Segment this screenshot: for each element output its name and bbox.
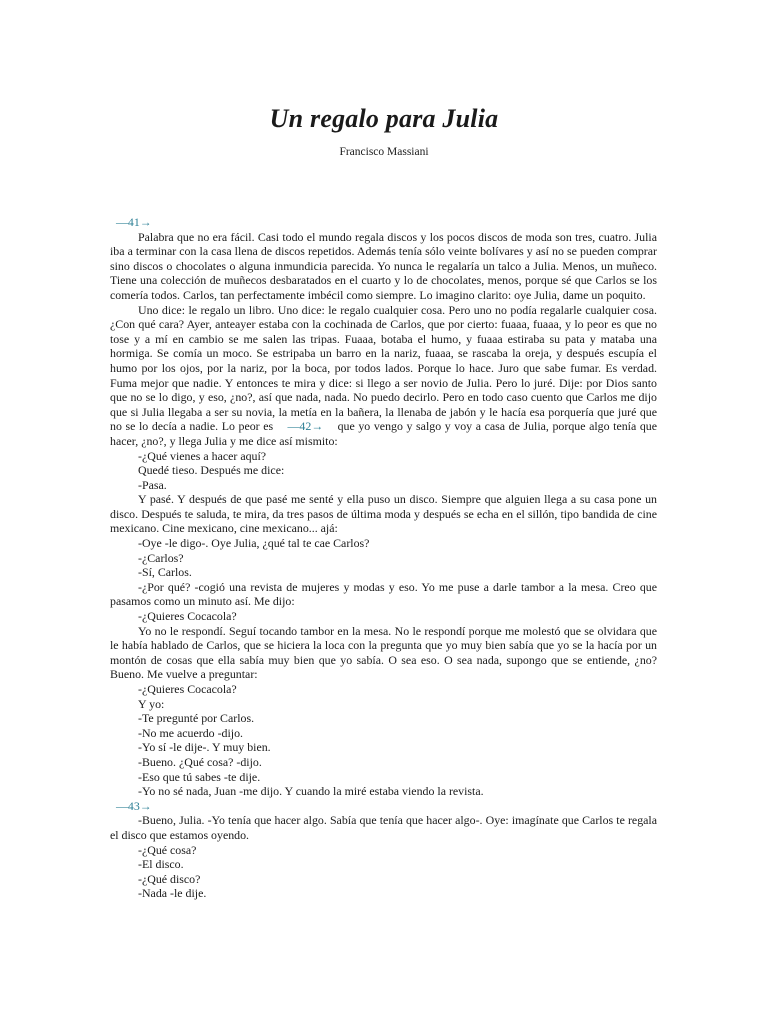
dialogue-line: Quedé tieso. Después me dice: [138,463,285,478]
dialogue-line: -Sí, Carlos. [138,565,192,580]
paragraph: -Bueno, Julia. -Yo tenía que hacer algo. Sabía que tenía que hacer algo-. Oye: imagínate que Carlos te regala el disco que estamos oyendo. [110,813,657,842]
paragraph-text: que yo vengo y salgo y voy a casa de Julia, porque algo tenía que hacer, ¿no?, y llega Julia y me dice así mismito: [110,419,658,448]
paragraph: Y pasé. Y después de que pasé me senté y ella puso un disco. Siempre que alguien llega a su casa pone un disco. Después te saluda, te mira, da tres pasos de última moda y después se echa en el sillón, tipo bandida de cine mexicano. Cine mexicano, cine mexicano... ajá: [110,492,657,536]
dialogue-line: -¿Qué cosa? [138,842,197,857]
page-number-43: —43→ [116,798,152,813]
dialogue-line: -¿Qué disco? [138,871,201,886]
dialogue-line: -No me acuerdo -dijo. [138,725,243,740]
paragraph: Palabra que no era fácil. Casi todo el mundo regala discos y los pocos discos de moda son tres, cuatro. Julia iba a terminar con la casa llena de discos repetidos. Además tenía sólo veinte bolívares y así no se pueden comprar sino discos o chocolates o alguna inmundicia parecida. Yo nunca le regalaría un talco a Julia. Menos, un muñeco. Tiene una colección de muñecos desbaratados en el cuarto y lo de chocolates, menos, porque sé que Carlos se los comería todos. Carlos, tan perfectamente imbécil como siempre. Lo imagino clarito: oye Julia, dame un poquito. [110,229,657,302]
paragraph: Yo no le respondí. Seguí tocando tambor en la mesa. No le respondí porque me molestó que se olvidara que le había hablado de Carlos, que se hiciera la loca con la pregunta que yo muy bien sabía que yo se la hacía por un montón de cosas que ella sabía muy bien que yo sabía. O sea eso. O sea nada, supongo que se entiende, ¿no? Bueno. Me vuelve a preguntar: [110,623,657,682]
page-marker-41 [110,215,657,230]
document-author: Francisco Massiani [339,146,429,158]
dialogue-line: -¿Qué vienes a hacer aquí? [138,448,267,463]
dialogue-line: -¿Quieres Cocacola? [138,682,237,696]
dialogue-line: Y yo: [138,696,165,711]
document-title: Un regalo para Julia [269,104,499,133]
dialogue-line: -Te pregunté por Carlos. [138,711,255,726]
paragraph-text: Uno dice: le regalo un libro. Uno dice: le regalo cualquier cosa. Pero uno no podía regalarle cualquier cosa. ¿Con qué cara? Ayer, anteayer estaba con la cochinada de Carlos, que por cierto: fuaaa, fuaaa, y lo peor es que no tose y a mí en cambio se me salen las tripas. Fuaaa, botaba el humo, y fuaaa estiraba su pata y mataba una hormiga. Se comía un moco. Se estripaba un barro en la nariz, fuaaa, se rascaba la oreja, y después escupía el humo por los ojos, por la nariz, por la boca, por todos lados. Porque lo hace. Juro que sabe fumar. Es verdad. Fuma mejor que nadie. Y entonces te mira y dice: si llego a ser novio de Julia. Pero lo juré. Dije: por Dios santo que no se lo digo, y eso, ¿no?, así que nada, nada. No puedo decirlo. Pero en todo caso cuento que Carlos me dijo que si Julia llegaba a ser su novia, la metía en la bañera, la llenaba de jabón y le hacía esa porquería que juré que no se lo decía a nadie. Lo peor es [110,302,657,434]
page-number-42: —42→ [287,419,324,434]
dialogue-line: -Yo no sé nada, Juan -me dijo. Y cuando la miré estaba viendo la revista. [138,784,484,799]
dialogue-line: -¿Quieres Cocacola? [138,609,237,624]
paragraph: -¿Por qué? -cogió una revista de mujeres y modas y eso. Yo me puse a darle tambor a la mesa. Creo que pasamos como un minuto así. Me dijo: [110,579,657,609]
dialogue-line: -Oye -le digo-. Oye Julia, ¿qué tal te cae Carlos? [138,536,370,551]
paragraph [110,303,657,449]
dialogue-line: -Eso que tú sabes -te dije. [138,769,261,784]
page-number-41: —41→ [116,215,152,229]
dialogue-line: -Nada -le dije. [138,886,207,901]
dialogue-line: -El disco. [138,857,184,872]
dialogue-line: -Bueno. ¿Qué cosa? -dijo. [138,754,262,769]
page-marker-43 [110,799,657,814]
dialogue-line: -Yo sí -le dije-. Y muy bien. [138,740,271,755]
dialogue-line: -¿Carlos? [138,550,184,565]
dialogue-line: -Pasa. [138,477,167,492]
document-body [110,215,657,901]
